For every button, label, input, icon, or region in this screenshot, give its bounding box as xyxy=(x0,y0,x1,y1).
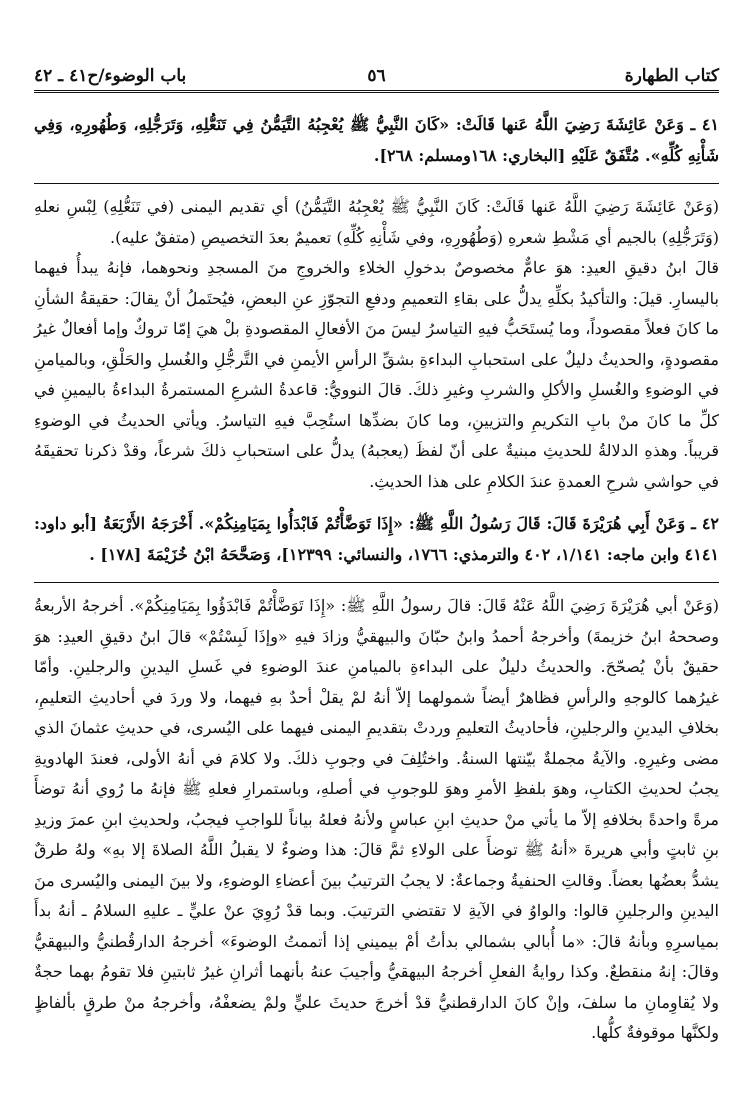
section-divider xyxy=(34,582,719,583)
hadith-42-text: ٤٢ ـ وَعَنْ أَبِي هُرَيْرَةَ قَالَ: قَالَ رَسُولُ اللَّهِ ﷺ: «إِذَا تَوَضَّأْتُمْ فَابْدَأُوا بِمَيَامِنِكُمْ». أَخْرَجَهُ الأَرْبَعَةُ [أبو داود: ٤١٤١ وابن ماجه: ١/١٤١، ٤٠٢ والترمذي: ١٧٦٦، والنسائي: ١٢٣٩٩]، وَصَحَّحَهُ ابْنُ خُزَيْمَةَ [١٧٨] . xyxy=(34,514,719,564)
page-number: ٥٦ xyxy=(367,66,386,86)
commentary-41-paragraph: (وَعَنْ عَائِشَةَ رَضِيَ اللَّهُ عَنها قَالَتْ: كَانَ النَّبِيُّ ﷺ يُعْجِبُهُ التَّيَمُّنُ) أي تقديم اليمنى (في تَنَعُّلِهِ) لِبْسِ نعلهِ (وَتَرَجُّلِهِ) بالجيم أي مَشْطِ شعرهِ (وَطُهُورِهِ، وفي شَأْنِهِ كُلِّهِ) تعميمٌ بعدَ التخصيصِ (متفقٌ عليه). xyxy=(34,197,720,247)
book-title: كتاب الطهارة xyxy=(624,66,719,86)
commentary-41-paragraph: قالَ ابنُ دقيقِ العيدِ: هوَ عامٌّ مخصوصٌ بدخولِ الخلاءِ والخروجِ منَ المسجدِ ونحوهما، فإنهُ يبدأُ فيهما باليسارِ. قيلَ: والتأكيدُ بكلِّهِ يدلُّ على بقاءِ التعميمِ ودفعِ التجوّزِ عنِ البعضِ، فيُحتَملُ أنْ يقالَ: حقيقةُ الشأنِ ما كانَ فعلاً مقصوداً، وما يُستَحَبُّ فيهِ التياسرُ ليسَ منَ الأفعالِ المقصودةِ بلْ هيَ إمّا تروكٌ وإما أفعالٌ غيرُ مقصودةٍ، والحديثُ دليلٌ على استحبابِ البداءةِ بشقِّ الرأسِ الأيمنِ في التَّرجُّلِ والغُسلِ والحَلْقِ، وبالميامنِ في الوضوءِ والغُسلِ والأكلِ والشربِ وغيرِ ذلكَ. قالَ النوويُّ: قاعدةُ الشرعِ المستمرةُ البداءةُ باليمينِ في كلِّ ما كانَ منْ بابِ التكريمِ والتزيينِ، وما كانَ بضدِّها استُحِبَّ فيهِ التياسرُ. ويأتي الحديثُ في الوضوءِ قريباً. وهذهِ الدلالةُ للحديثِ مبنيةٌ على أنّ لفظَ (يعجبهُ) يدلُّ على استحبابِ ذلكَ شرعاً، وقدْ ذكرنا تحقيقَهُ في حواشي شرحِ العمدةِ عندَ الكلامِ على هذا الحديثِ. xyxy=(34,258,719,491)
commentary-42-paragraph: (وَعَنْ أبي هُرَيْرَةَ رَضِيَ اللَّهُ عَنْهُ قَالَ: قالَ رسولُ اللَّهِ ﷺ: «إِذَا تَوَضَّأْتُمْ فَابْدَؤُوا بِمَيَامِنِكُمْ». أخرجهُ الأربعةُ وصححهُ ابنُ خزيمةَ) وأخرجهُ أحمدُ وابنُ حبّانَ والبيهقيُّ وزادَ فيهِ «وإذَا لَبِسْتُمْ» قالَ ابنُ دقيقِ العيدِ: هوَ حقيقٌ بأنْ يُصحّحَ. والحديثُ دليلٌ على البداءةِ بالميامنِ عندَ الوضوءِ في غَسلِ اليدينِ والرجلينِ. وأمّا غيرُهما كالوجهِ والرأسِ فظاهرٌ أيضاً شمولهما إلاّ أنهُ لمْ يقلْ أحدٌ بهِ فيهما، ولا وردَ في أحاديثِ التعليمِ، بخلافِ اليدينِ والرجلينِ، فأحاديثُ التعليمِ وردتْ بتقديمِ اليمنى فيهما على اليُسرى، في حديثِ عثمانَ الذي مضى وغيرِهِ. والآيةُ مجملةٌ بيّنتها السنةُ. واختُلِفَ في وجوبِ ذلكَ. ولا كلامَ في أنهُ الأولى، فعندَ الهادويةِ يجبُ لحديثِ الكتابِ، وهوَ بلفظِ الأمرِ وهوَ للوجوبِ في أصلهِ، وباستمرارِ فعلهِ ﷺ فإنهُ ما رُوي أنهُ توضأَ مرةً واحدةً بخلافهِ إلاّ ما يأتي منْ حديثِ ابنِ عباسٍ ولأنهُ فعلهُ بياناً للواجبِ فيجبُ، ولحديثِ ابنِ عمرَ وزيدِ بنِ ثابتٍ وأبي هريرةَ «أنهُ ﷺ توضأَ على الولاءِ ثمَّ قالَ: هذا وضوءٌ لا يقبلُ اللَّهُ الصلاةَ إلا بهِ» ولهُ طرقٌ يشدُّ بعضُها بعضاً. وقالتِ الحنفيةُ وجماعةٌ: لا يجبُ الترتيبُ بينَ أعضاءِ الوضوءِ، ولا بينَ اليمنى واليُسرى منَ اليدينِ والرجلينِ قالوا: والواوُ في الآيةِ لا تقتضي الترتيبَ. وبما قدْ رُوِيَ عنْ عليٍّ ـ عليهِ السلامُ ـ أنهُ بدأَ بمياسرِهِ وبأنهُ قالَ: «ما أُبالي بشمالي بدأتُ أمْ بيميني إذا أتممتُ الوضوءَ» أخرجهُ الدارقُطنيُّ والبيهقيُّ وقالَ: إنهُ منقطعٌ. وكذا روايةُ الفعلِ أخرجهُ البيهقيُّ وأجيبَ عنهُ بأنهما أثرانِ غيرُ ثابتينِ فلا تقومُ بهما حجةٌ ولا يُقاوِمانِ ما سلفَ، وإنْ كانَ الدارقطنيُّ قدْ أخرجَ حديثَ عليٍّ ولمْ يضعفْهُ، وأخرجهُ منْ طرقٍ بألفاظٍ ولكنَّها موقوفةٌ كلُّها. xyxy=(34,596,720,1042)
page-body xyxy=(34,110,719,1061)
commentary-42 xyxy=(34,591,719,1049)
hadith-41-block xyxy=(34,110,719,171)
commentary-41 xyxy=(34,192,719,497)
chapter-reference: باب الوضوء/ح٤١ ـ ٤٢ xyxy=(34,66,187,86)
hadith-41-text: ٤١ ـ وَعَنْ عَائِشَةَ رَضِيَ اللَّهُ عَنها قَالَتْ: «كَانَ النَّبِيُّ ﷺ يُعْجِبُهُ التَّيَمُّنُ فِي تَنَعُّلِهِ، وَتَرَجُّلِهِ، وَطُهُورِهِ، وَفِي شَأْنِهِ كُلِّهِ». مُتَّفَقٌ عَلَيْهِ [البخاري: ١٦٨ومسلم: ٢٦٨]. xyxy=(34,115,719,165)
page-header xyxy=(34,52,719,93)
hadith-42-block xyxy=(34,509,719,570)
section-divider xyxy=(34,183,719,184)
